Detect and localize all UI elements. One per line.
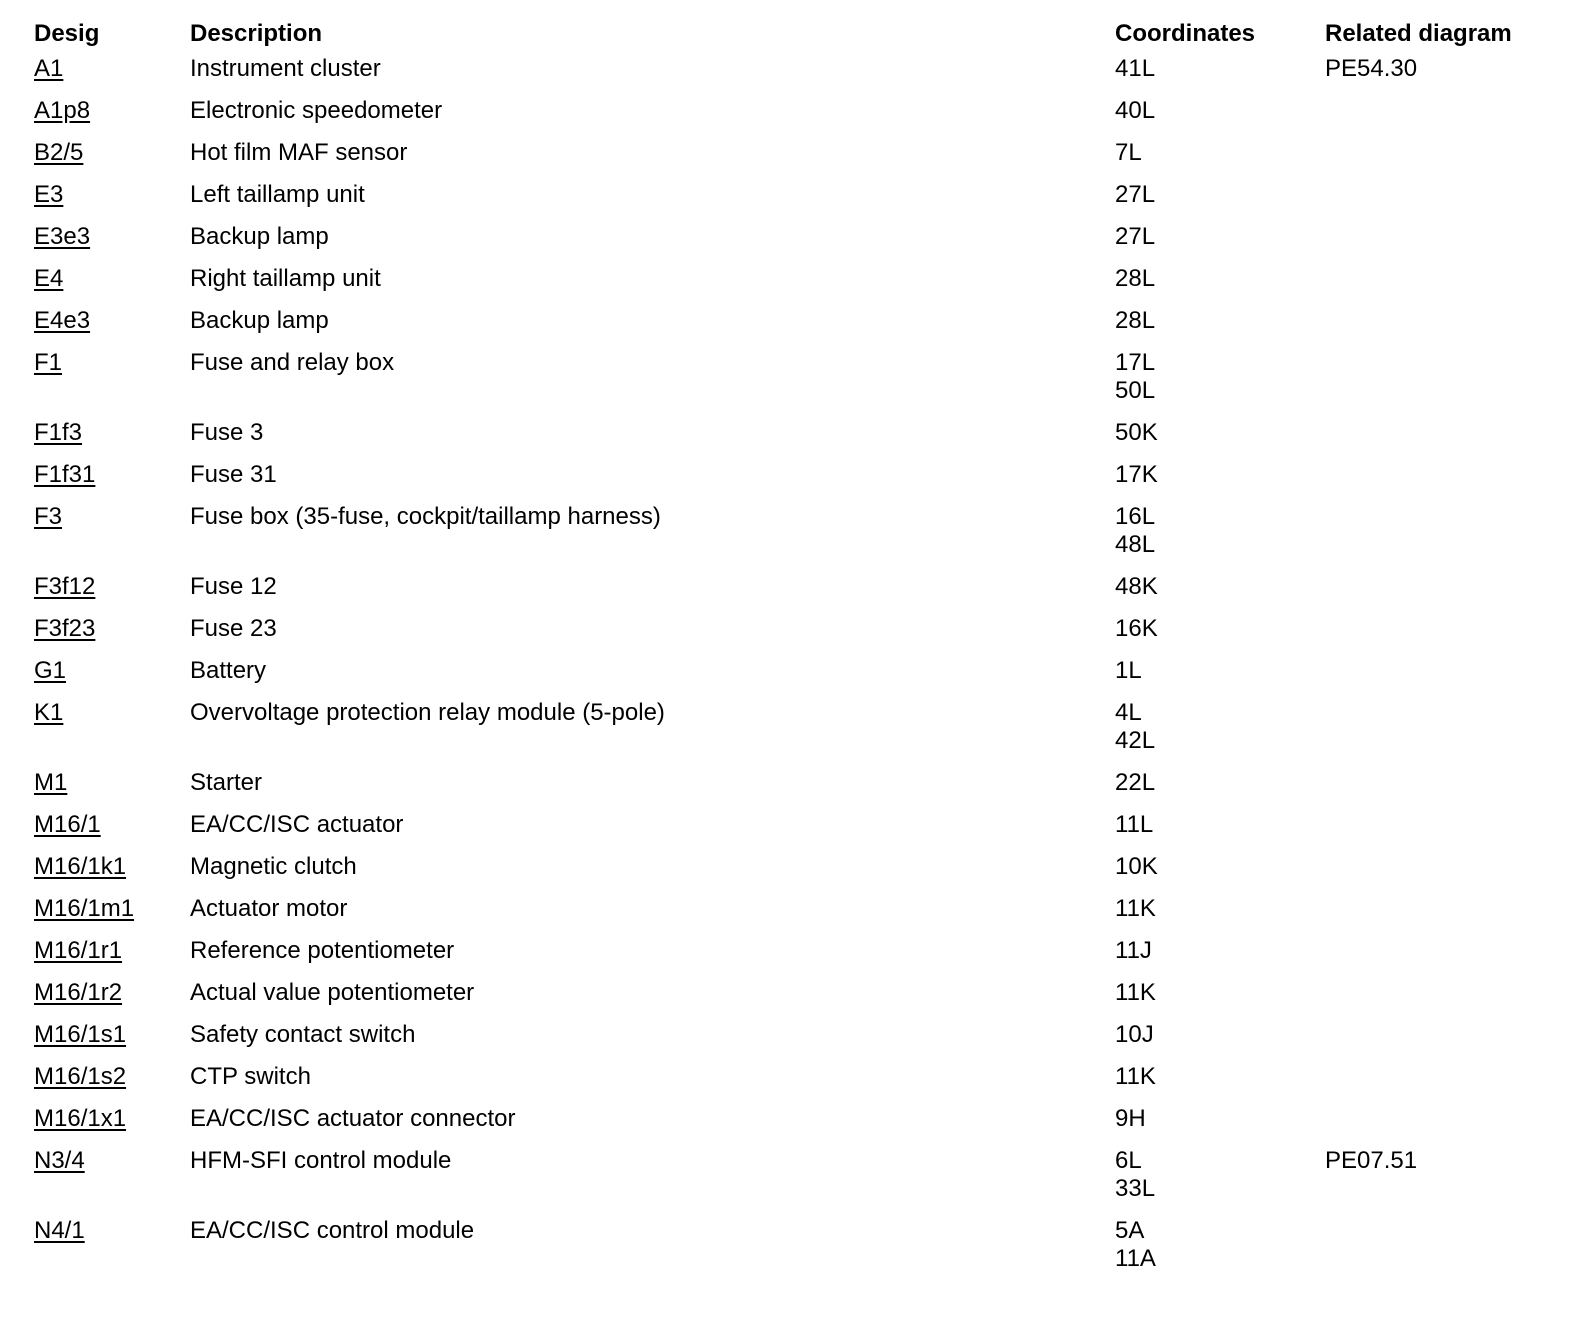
coordinates-cell	[1115, 1217, 1325, 1287]
description-cell: EA/CC/ISC control module	[190, 1217, 475, 1244]
desig-link[interactable]: E3	[34, 181, 64, 208]
desig-link[interactable]: N3/4	[34, 1147, 85, 1174]
desig-cell	[34, 615, 190, 657]
coordinate-value: 11L	[1115, 811, 1154, 838]
desig-link[interactable]: M16/1s1	[34, 1021, 127, 1048]
coordinates-cell	[1115, 503, 1325, 573]
desig-link[interactable]: M16/1r2	[34, 979, 123, 1006]
desig-cell	[34, 307, 190, 349]
coordinates-cell	[1115, 573, 1325, 615]
coordinate-value: 5A	[1115, 1217, 1145, 1244]
desig-link[interactable]: N4/1	[34, 1217, 85, 1244]
description-cell: Fuse and relay box	[190, 349, 395, 376]
coordinates-cell	[1115, 1021, 1325, 1063]
description-cell: CTP switch	[190, 1063, 311, 1090]
description-cell: EA/CC/ISC actuator connector	[190, 1105, 516, 1132]
coordinate-value: 42L	[1115, 727, 1156, 754]
table-row	[34, 699, 1555, 769]
header-description: Description	[190, 20, 323, 47]
coordinate-value: 9H	[1115, 1105, 1146, 1132]
coordinates-cell	[1115, 55, 1325, 97]
coordinate-value: 11K	[1115, 1063, 1156, 1090]
table-row	[34, 1217, 1555, 1287]
related-diagram-cell: PE07.51	[1325, 1147, 1418, 1174]
coordinate-value: 17K	[1115, 461, 1158, 488]
desig-cell	[34, 937, 190, 979]
table-row	[34, 1063, 1555, 1105]
related-diagram-cell	[1325, 979, 1555, 1021]
coordinates-cell	[1115, 349, 1325, 419]
related-diagram-cell	[1325, 181, 1555, 223]
desig-cell	[34, 349, 190, 419]
desig-cell	[34, 769, 190, 811]
table-row	[34, 139, 1555, 181]
description-cell: Backup lamp	[190, 307, 329, 334]
desig-cell	[34, 811, 190, 853]
coordinate-value: 6L	[1115, 1147, 1142, 1174]
description-cell: Right taillamp unit	[190, 265, 381, 292]
desig-cell	[34, 1217, 190, 1287]
table-row	[34, 55, 1555, 97]
coordinate-value: 50L	[1115, 377, 1156, 404]
desig-cell	[34, 461, 190, 503]
table-row	[34, 307, 1555, 349]
desig-link[interactable]: F3f12	[34, 573, 96, 600]
desig-link[interactable]: E3e3	[34, 223, 91, 250]
desig-cell	[34, 55, 190, 97]
coordinate-value: 40L	[1115, 97, 1156, 124]
desig-cell	[34, 139, 190, 181]
coordinate-value: 7L	[1115, 139, 1142, 166]
desig-cell	[34, 265, 190, 307]
desig-link[interactable]: M16/1k1	[34, 853, 127, 880]
table-row	[34, 181, 1555, 223]
coordinate-value: 22L	[1115, 769, 1156, 796]
table-row	[34, 97, 1555, 139]
table-row	[34, 503, 1555, 573]
coordinates-cell	[1115, 895, 1325, 937]
description-cell: Backup lamp	[190, 223, 329, 250]
desig-link[interactable]: M1	[34, 769, 68, 796]
desig-link[interactable]: F3f23	[34, 615, 96, 642]
coordinates-cell	[1115, 615, 1325, 657]
coordinates-cell	[1115, 265, 1325, 307]
related-diagram-cell	[1325, 1217, 1555, 1287]
coordinate-value: 28L	[1115, 307, 1156, 334]
coordinate-value: 10K	[1115, 853, 1158, 880]
desig-link[interactable]: M16/1	[34, 811, 101, 838]
desig-cell	[34, 1063, 190, 1105]
desig-cell	[34, 979, 190, 1021]
desig-link[interactable]: A1	[34, 55, 64, 82]
table-row	[34, 349, 1555, 419]
description-cell: Fuse 31	[190, 461, 277, 488]
description-cell: Left taillamp unit	[190, 181, 365, 208]
desig-link[interactable]: F1f31	[34, 461, 96, 488]
desig-cell	[34, 699, 190, 769]
coordinates-cell	[1115, 97, 1325, 139]
desig-link[interactable]: A1p8	[34, 97, 91, 124]
table-row	[34, 1105, 1555, 1147]
table-row	[34, 979, 1555, 1021]
desig-link[interactable]: F1f3	[34, 419, 83, 446]
desig-link[interactable]: G1	[34, 657, 67, 684]
related-diagram-cell	[1325, 769, 1555, 811]
related-diagram-cell	[1325, 895, 1555, 937]
description-cell: Electronic speedometer	[190, 97, 443, 124]
desig-cell	[34, 181, 190, 223]
table-row	[34, 1147, 1555, 1217]
desig-link[interactable]: M16/1m1	[34, 895, 135, 922]
header-related-diagram: Related diagram	[1325, 20, 1512, 47]
desig-link[interactable]: E4e3	[34, 307, 91, 334]
coordinates-cell	[1115, 699, 1325, 769]
description-cell: HFM-SFI control module	[190, 1147, 452, 1174]
table-row	[34, 937, 1555, 979]
related-diagram-cell	[1325, 853, 1555, 895]
coordinate-value: 16L	[1115, 503, 1156, 530]
table-row	[34, 223, 1555, 265]
coordinate-value: 41L	[1115, 55, 1156, 82]
related-diagram-cell	[1325, 1105, 1555, 1147]
coordinate-value: 48K	[1115, 573, 1158, 600]
table-row	[34, 769, 1555, 811]
description-cell: Instrument cluster	[190, 55, 381, 82]
related-diagram-cell	[1325, 573, 1555, 615]
related-diagram-cell	[1325, 503, 1555, 573]
related-diagram-cell	[1325, 307, 1555, 349]
coordinates-cell	[1115, 937, 1325, 979]
coordinates-cell	[1115, 769, 1325, 811]
coordinates-cell	[1115, 853, 1325, 895]
coordinates-cell	[1115, 181, 1325, 223]
coordinates-cell	[1115, 307, 1325, 349]
desig-link[interactable]: K1	[34, 699, 64, 726]
desig-cell	[34, 1021, 190, 1063]
desig-link[interactable]: M16/1x1	[34, 1105, 127, 1132]
coordinates-cell	[1115, 1063, 1325, 1105]
desig-cell	[34, 895, 190, 937]
header-desig: Desig	[34, 20, 100, 47]
header-row	[34, 14, 1555, 55]
related-diagram-cell	[1325, 937, 1555, 979]
related-diagram-cell	[1325, 461, 1555, 503]
coordinates-cell	[1115, 1105, 1325, 1147]
desig-cell	[34, 419, 190, 461]
related-diagram-cell	[1325, 139, 1555, 181]
coordinate-value: 28L	[1115, 265, 1156, 292]
table-row	[34, 811, 1555, 853]
coordinate-value: 17L	[1115, 349, 1156, 376]
related-diagram-cell: PE54.30	[1325, 55, 1418, 82]
coordinates-cell	[1115, 139, 1325, 181]
coordinate-value: 33L	[1115, 1175, 1156, 1202]
desig-cell	[34, 1147, 190, 1217]
related-diagram-cell	[1325, 97, 1555, 139]
description-cell: Hot film MAF sensor	[190, 139, 408, 166]
desig-link[interactable]: F1	[34, 349, 63, 376]
description-cell: Reference potentiometer	[190, 937, 455, 964]
description-cell: Actual value potentiometer	[190, 979, 475, 1006]
related-diagram-cell	[1325, 657, 1555, 699]
desig-cell	[34, 503, 190, 573]
related-diagram-cell	[1325, 419, 1555, 461]
desig-cell	[34, 853, 190, 895]
table-row	[34, 419, 1555, 461]
related-diagram-cell	[1325, 615, 1555, 657]
desig-cell	[34, 573, 190, 615]
desig-link[interactable]: F3	[34, 503, 63, 530]
related-diagram-cell	[1325, 811, 1555, 853]
description-cell: EA/CC/ISC actuator	[190, 811, 404, 838]
description-cell: Fuse box (35-fuse, cockpit/taillamp harness)	[190, 503, 661, 530]
related-diagram-cell	[1325, 349, 1555, 419]
related-diagram-cell	[1325, 1063, 1555, 1105]
desig-cell	[34, 657, 190, 699]
coordinate-value: 50K	[1115, 419, 1158, 446]
table-row	[34, 265, 1555, 307]
desig-cell	[34, 223, 190, 265]
description-cell: Starter	[190, 769, 263, 796]
table-row	[34, 1021, 1555, 1063]
related-diagram-cell	[1325, 1021, 1555, 1063]
description-cell: Fuse 3	[190, 419, 264, 446]
coordinate-value: 4L	[1115, 699, 1142, 726]
related-diagram-cell	[1325, 699, 1555, 769]
coordinates-cell	[1115, 461, 1325, 503]
coordinate-value: 27L	[1115, 223, 1156, 250]
related-diagram-cell	[1325, 265, 1555, 307]
coordinates-cell	[1115, 419, 1325, 461]
table-row	[34, 657, 1555, 699]
coordinates-cell	[1115, 1147, 1325, 1217]
desig-link[interactable]: M16/1s2	[34, 1063, 127, 1090]
description-cell: Magnetic clutch	[190, 853, 357, 880]
coordinates-cell	[1115, 657, 1325, 699]
desig-cell	[34, 1105, 190, 1147]
coordinate-value: 11A	[1115, 1245, 1156, 1272]
table-row	[34, 461, 1555, 503]
desig-link[interactable]: M16/1r1	[34, 937, 123, 964]
header-coordinates: Coordinates	[1115, 20, 1256, 47]
coordinate-value: 11K	[1115, 895, 1156, 922]
description-cell: Safety contact switch	[190, 1021, 416, 1048]
coordinates-cell	[1115, 979, 1325, 1021]
coordinate-value: 1L	[1115, 657, 1142, 684]
coordinate-value: 48L	[1115, 531, 1156, 558]
coordinate-value: 11K	[1115, 979, 1156, 1006]
table-row	[34, 573, 1555, 615]
description-cell: Battery	[190, 657, 267, 684]
table-row	[34, 615, 1555, 657]
coordinate-value: 10J	[1115, 1021, 1154, 1048]
coordinate-value: 27L	[1115, 181, 1156, 208]
description-cell: Overvoltage protection relay module (5-pole)	[190, 699, 665, 726]
table-row	[34, 853, 1555, 895]
coordinate-value: 11J	[1115, 937, 1152, 964]
table-row	[34, 895, 1555, 937]
desig-cell	[34, 97, 190, 139]
description-cell: Fuse 12	[190, 573, 277, 600]
legend-rows	[34, 55, 1555, 1287]
component-legend-table	[34, 14, 1555, 1287]
coordinates-cell	[1115, 223, 1325, 265]
coordinates-cell	[1115, 811, 1325, 853]
desig-link[interactable]: B2/5	[34, 139, 84, 166]
related-diagram-cell	[1325, 223, 1555, 265]
desig-link[interactable]: E4	[34, 265, 64, 292]
coordinate-value: 16K	[1115, 615, 1158, 642]
description-cell: Actuator motor	[190, 895, 348, 922]
description-cell: Fuse 23	[190, 615, 277, 642]
